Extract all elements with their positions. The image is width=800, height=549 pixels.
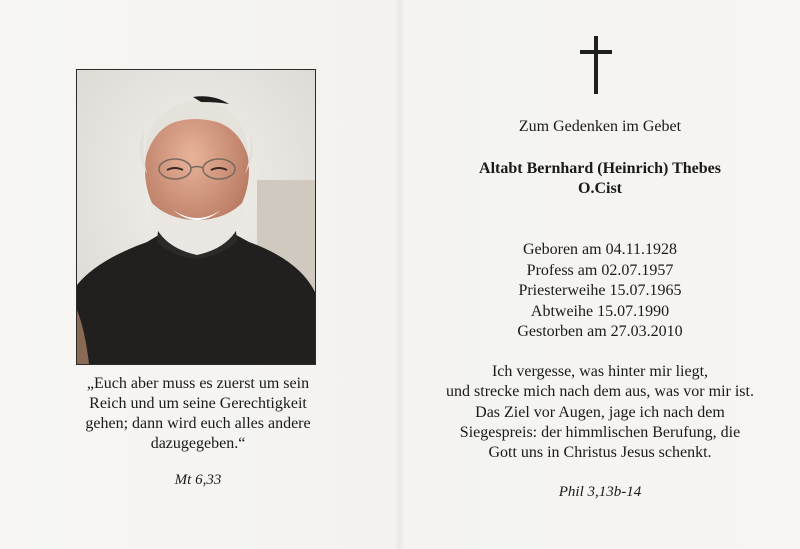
left-quote-line: gehen; dann wird euch alles andere bbox=[85, 415, 311, 432]
date-line: Profess am 02.07.1957 bbox=[526, 261, 674, 279]
left-quote-line: Reich und um seine Gerechtigkeit bbox=[89, 395, 307, 412]
verse-line: Gott uns in Christus Jesus schenkt. bbox=[488, 444, 712, 462]
memorial-heading: Zum Gedenken im Gebet bbox=[518, 118, 682, 135]
deceased-name bbox=[400, 159, 800, 199]
verse-line: Siegespreis: der himmlischen Berufung, die bbox=[459, 423, 741, 441]
portrait-photo bbox=[76, 69, 316, 365]
date-line: Abtweihe 15.07.1990 bbox=[530, 302, 670, 320]
cross-icon bbox=[580, 36, 612, 99]
left-quote-line: dazugegeben.“ bbox=[150, 435, 246, 452]
life-dates bbox=[400, 240, 800, 343]
name-line: Altabt Bernhard (Heinrich) Thebes bbox=[479, 160, 721, 177]
verse-line: und strecke mich nach dem aus, was vor mir ist. bbox=[446, 383, 754, 401]
date-line: Geboren am 04.11.1928 bbox=[522, 241, 678, 258]
date-line: Priesterweihe 15.07.1965 bbox=[518, 282, 682, 299]
left-quote-reference: Mt 6,33 bbox=[174, 472, 222, 488]
left-quote bbox=[70, 374, 326, 454]
verse-line: Das Ziel vor Augen, jage ich nach dem bbox=[475, 403, 725, 421]
order-line: O.Cist bbox=[578, 180, 622, 197]
right-verse bbox=[400, 362, 800, 463]
left-quote-line: „Euch aber muss es zuerst um sein bbox=[86, 375, 310, 392]
portrait-illustration bbox=[77, 70, 315, 364]
right-verse-reference: Phil 3,13b-14 bbox=[558, 484, 642, 500]
verse-line: Ich vergesse, was hinter mir liegt, bbox=[491, 363, 709, 380]
date-line: Gestorben am 27.03.2010 bbox=[517, 323, 683, 340]
